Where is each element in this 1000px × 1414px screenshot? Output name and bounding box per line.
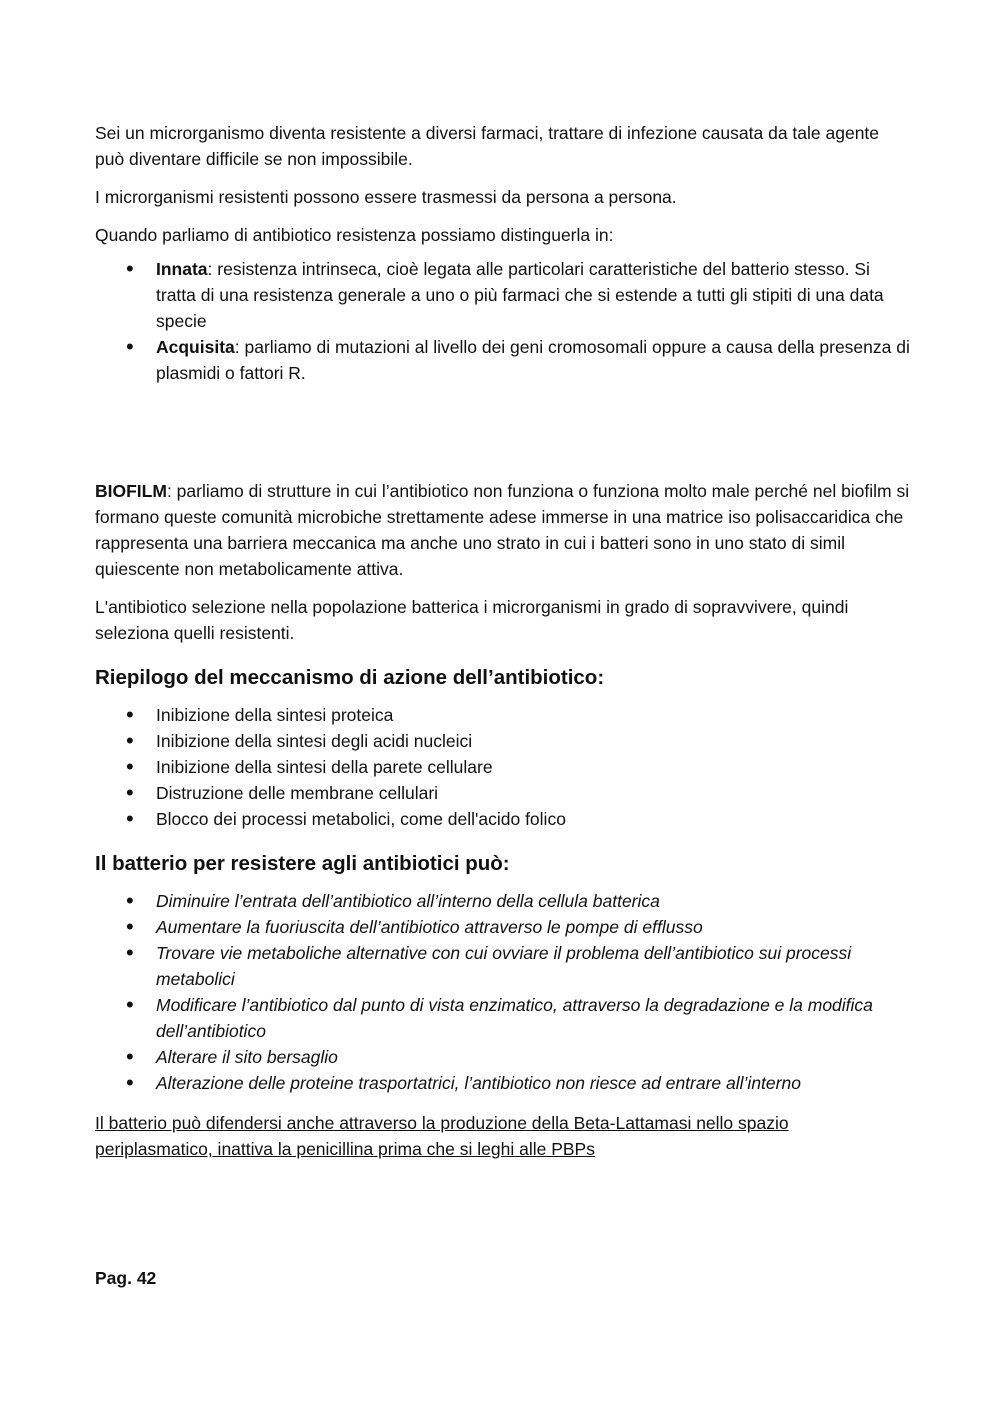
list-item: • Modificare l’antibiotico dal punto di vista enzimatico, attraverso la degradazione e la modifica dell’antibiotico [95,992,910,1044]
beta-lactamase-note: Il batterio può difendersi anche attraverso la produzione della Beta-Lattamasi nello spazio periplasmatico, inattiva la penicillina prima che si leghi alle PBPs [95,1113,789,1159]
selection-paragraph: L'antibiotico selezione nella popolazione batterica i microrganismi in grado di sopravvivere, quindi seleziona quelli resistenti. [95,597,849,643]
mechanism-list [95,702,910,832]
term-innata: Innata [156,259,208,279]
list-item: • Inibizione della sintesi proteica [95,702,910,728]
term-description: : parliamo di mutazioni al livello dei geni cromosomali oppure a causa della presenza di plasmidi o fattori R. [156,337,910,383]
section-heading-resistance: Il batterio per resistere agli antibiotici può: [95,852,510,875]
list-item: • Aumentare la fuoriuscita dell’antibiotico attraverso le pompe di efflusso [95,914,910,940]
resistance-types-list [95,256,910,386]
list-item: • Blocco dei processi metabolici, come dell'acido folico [95,806,910,832]
term-acquisita: Acquisita [156,337,235,357]
section-heading-mechanism: Riepilogo del meccanismo di azione dell’antibiotico: [95,666,605,689]
resistance-strategies-list [95,888,910,1096]
intro-paragraph-2: I microrganismi resistenti possono essere trasmessi da persona a persona. [95,187,677,207]
list-item: • Trovare vie metaboliche alternative con cui ovviare il problema dell’antibiotico sui processi metabolici [95,940,910,992]
list-item [95,256,910,334]
list-item: • Alterazione delle proteine trasportatrici, l’antibiotico non riesce ad entrare all’interno [95,1070,910,1096]
biofilm-paragraph [95,478,910,582]
list-item: • Inibizione della sintesi della parete cellulare [95,754,910,780]
term-description: : resistenza intrinseca, cioè legata alle particolari caratteristiche del batterio stesso. Si tratta di una resistenza generale a uno o più farmaci che si estende a tutti gli stipiti di una data specie [156,259,884,331]
list-item: • Diminuire l’entrata dell’antibiotico all’interno della cellula batterica [95,888,910,914]
list-item [95,334,910,386]
list-item: • Distruzione delle membrane cellulari [95,780,910,806]
list-item: • Inibizione della sintesi degli acidi nucleici [95,728,910,754]
list-item: • Alterare il sito bersaglio [95,1044,910,1070]
biofilm-text: : parliamo di strutture in cui l’antibiotico non funziona o funziona molto male perché nel biofilm si formano queste comunità microbiche strettamente adese immerse in una matrice iso polisaccaridica che rappresenta una barriera meccanica ma anche uno strato in cui i batteri sono in uno stato di simil quiescente non metabolicamente attiva. [95,481,910,579]
intro-paragraph-1: Sei un microrganismo diventa resistente a diversi farmaci, trattare di infezione causata da tale agente può diventare difficile se non impossibile. [95,123,880,169]
biofilm-term: BIOFILM [95,481,167,501]
intro-paragraph-3: Quando parliamo di antibiotico resistenza possiamo distinguerla in: [95,225,614,245]
page-number: Pag. 42 [95,1268,157,1288]
